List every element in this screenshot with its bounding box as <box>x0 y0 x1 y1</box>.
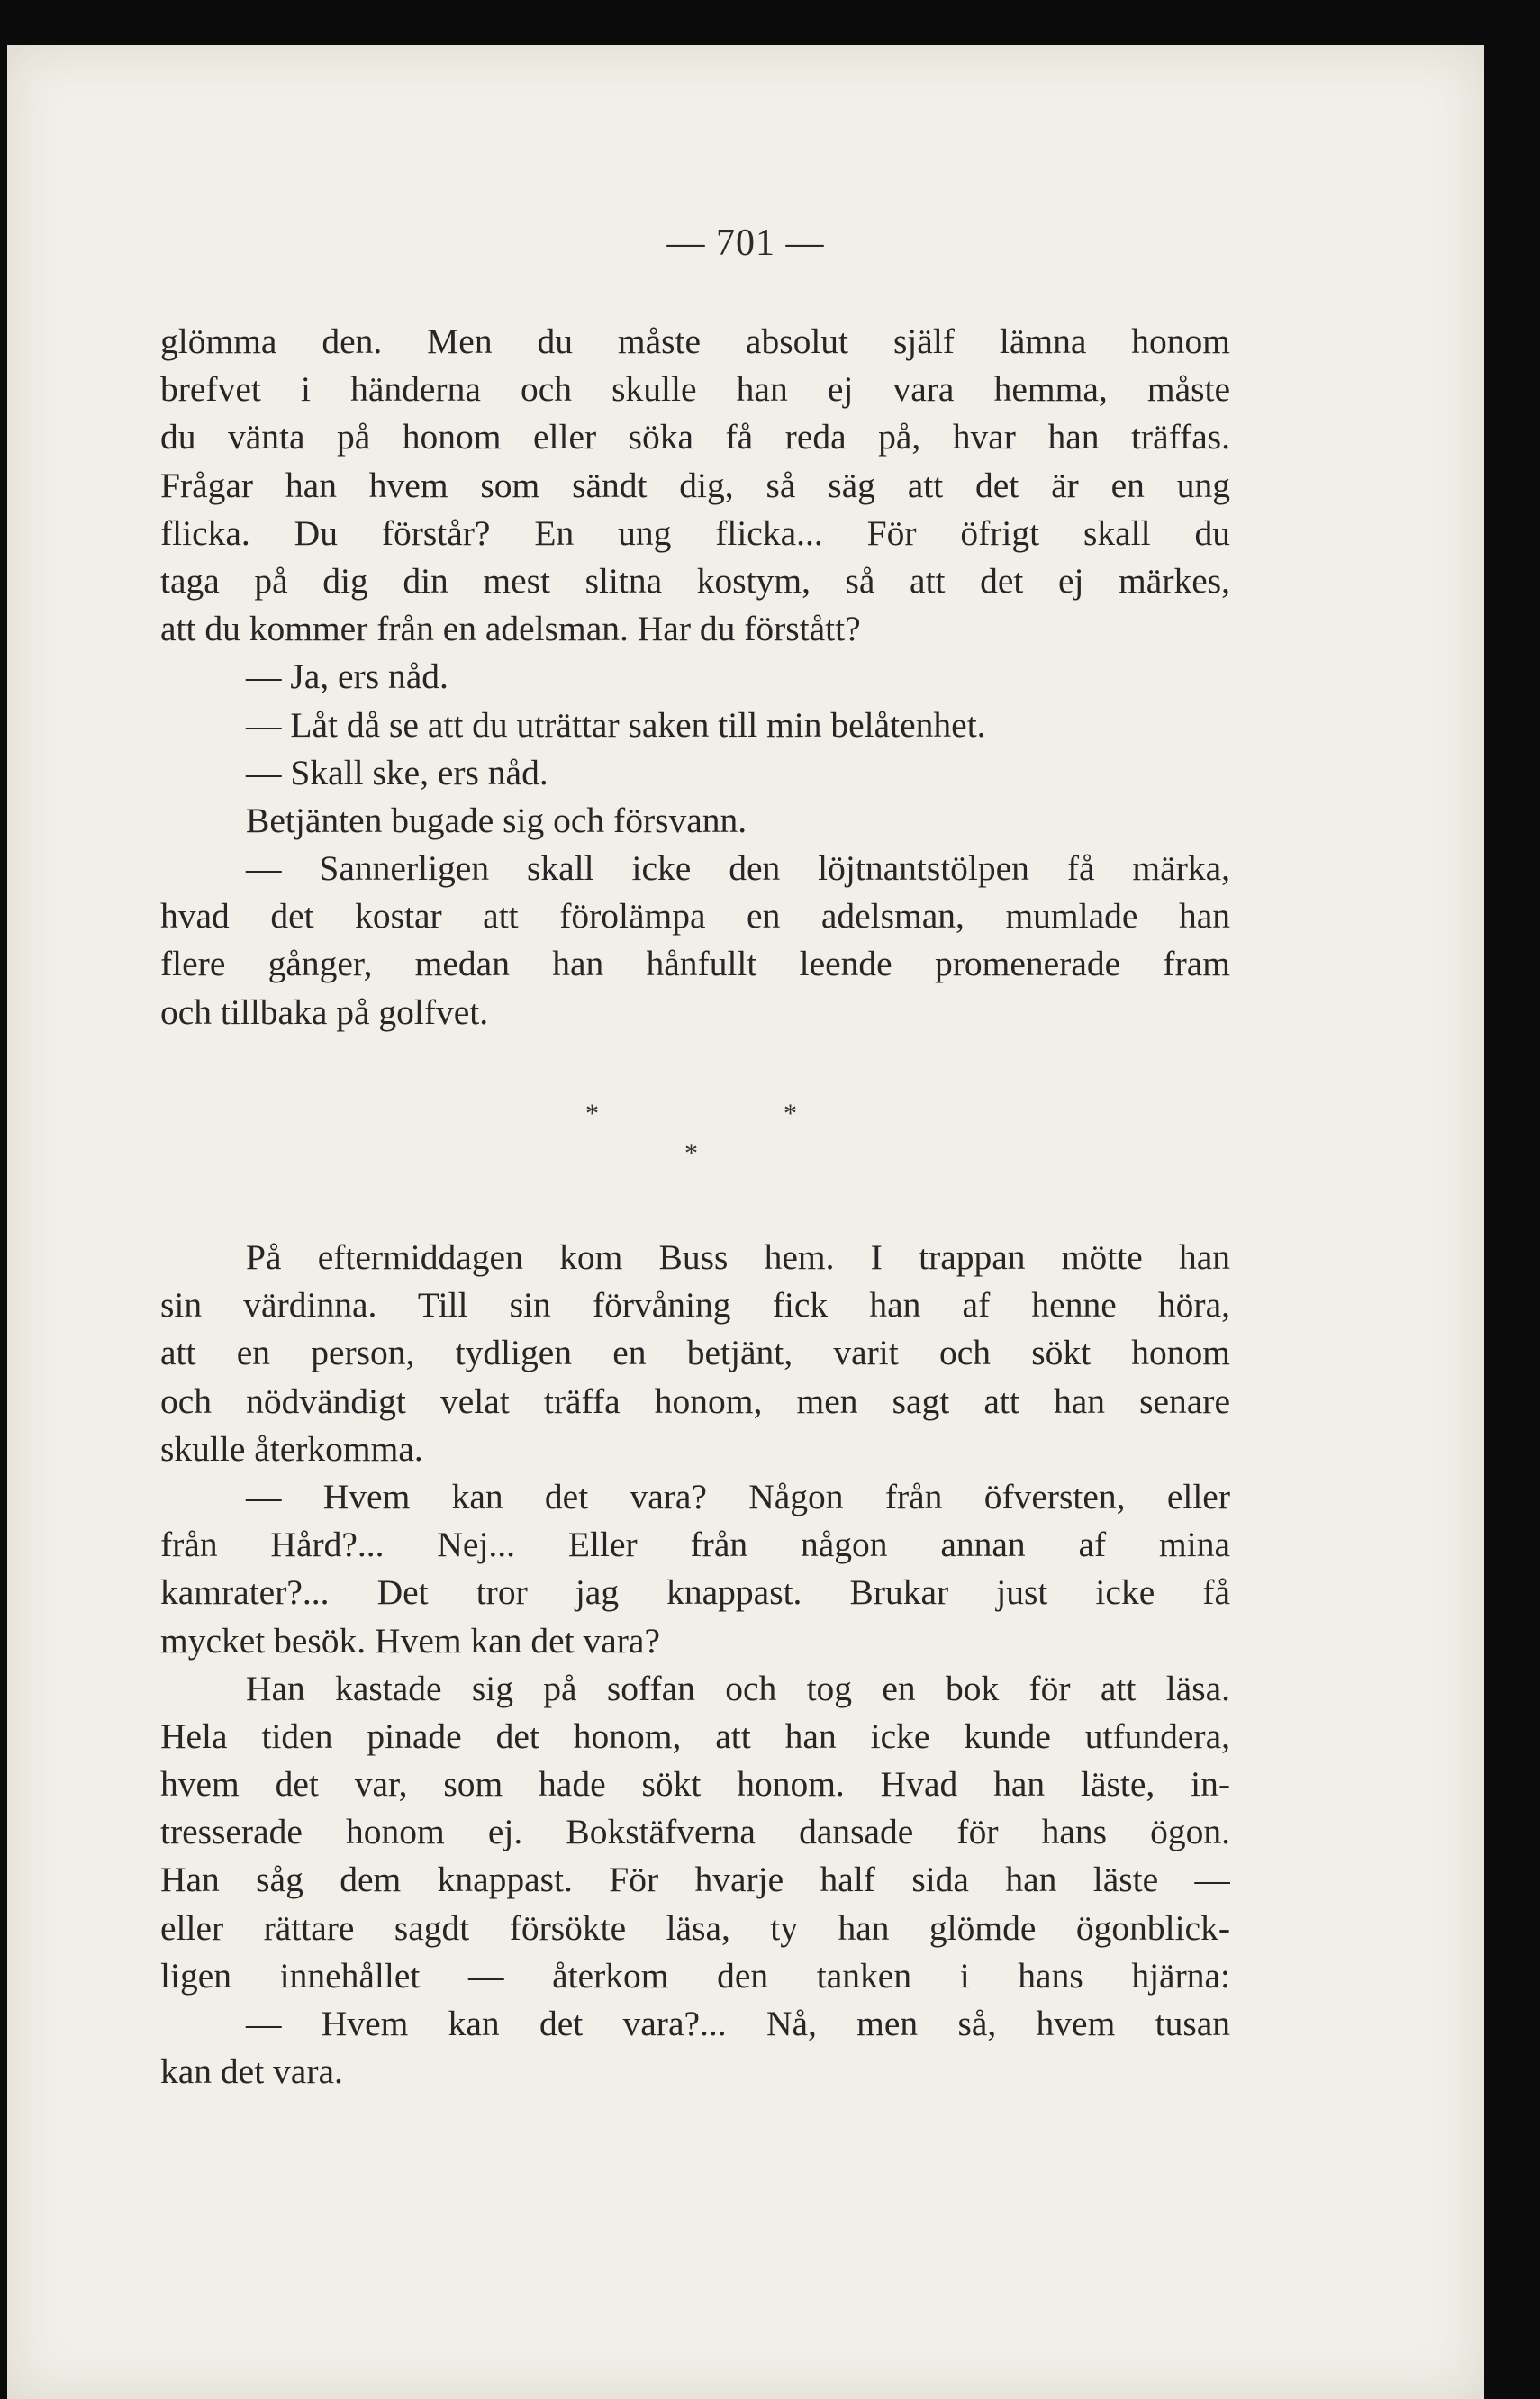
dialogue-line: — Sannerligen skall icke den löjtnantstölpen få märka, <box>246 848 1230 889</box>
text-line: och nödvändigt velat träffa honom, men sagt att han senare <box>160 1381 1230 1421</box>
text-block-2 <box>160 1234 1230 2096</box>
text-line: du vänta på honom eller söka få reda på, hvar han träffas. <box>160 417 1230 457</box>
book-page <box>7 45 1484 2399</box>
text-line: Han kastade sig på soffan och tog en bok för att läsa. <box>246 1668 1230 1708</box>
text-line: hvad det kostar att förolämpa en adelsman, mumlade han <box>160 896 1230 937</box>
text-line: ligen innehållet — återkom den tanken i hans hjärna: <box>160 1955 1230 1996</box>
text-line: att en person, tydligen en betjänt, varit och sökt honom <box>160 1333 1230 1373</box>
text-line: hvem det var, som hade sökt honom. Hvad han läste, in- <box>160 1764 1230 1805</box>
dialogue-line: — Ja, ers nåd. <box>246 656 448 697</box>
text-line: Betjänten bugade sig och försvann. <box>246 800 747 840</box>
text-line: Han såg dem knappast. För hvarje half sida han läste — <box>160 1860 1230 1900</box>
text-line: Hela tiden pinade det honom, att han icke kunde utfundera, <box>160 1716 1230 1756</box>
text-line: kan det vara. <box>160 2051 343 2092</box>
asterisk: * <box>585 1099 599 1128</box>
dialogue-line: — Låt då se att du uträttar saken till min belåtenhet. <box>246 704 986 745</box>
text-line: På eftermiddagen kom Buss hem. I trappan mötte han <box>246 1237 1230 1277</box>
text-line: taga på dig din mest slitna kostym, så att det ej märkes, <box>160 560 1230 601</box>
dialogue-line: — Hvem kan det vara?... Nå, men så, hvem tusan <box>246 2004 1230 2043</box>
page-number: — 701 — <box>666 222 825 264</box>
asterisk: * <box>784 1099 797 1128</box>
text-line: flere gånger, medan han hånfullt leende promenerade fram <box>160 944 1230 984</box>
text-line: kamrater?... Det tror jag knappast. Brukar just icke få <box>160 1572 1230 1613</box>
section-separator <box>7 1099 1484 1180</box>
asterisk: * <box>684 1138 698 1168</box>
text-line: att du kommer från en adelsman. Har du förstått? <box>160 609 861 649</box>
text-block-1 <box>160 318 1230 1037</box>
text-line: mycket besök. Hvem kan det vara? <box>160 1620 660 1661</box>
text-line: eller rättare sagdt försökte läsa, ty han glömde ögonblick- <box>160 1907 1230 1948</box>
text-line: från Hård?... Nej... Eller från någon annan af mina <box>160 1525 1230 1565</box>
text-line: glömma den. Men du måste absolut själf lämna honom <box>160 321 1230 361</box>
text-line: flicka. Du förstår? En ung flicka... För öfrigt skall du <box>160 512 1230 553</box>
dialogue-line: — Skall ske, ers nåd. <box>246 752 548 792</box>
text-line: Frågar han hvem som sändt dig, så säg att det är en ung <box>160 465 1230 505</box>
text-line: tresserade honom ej. Bokstäfverna dansade för hans ögon. <box>160 1812 1230 1852</box>
text-line: skulle återkomma. <box>160 1428 423 1469</box>
text-line: sin värdinna. Till sin förvåning fick han af henne höra, <box>160 1285 1230 1326</box>
text-line: brefvet i händerna och skulle han ej vara hemma, måste <box>160 369 1230 410</box>
dialogue-line: — Hvem kan det vara? Någon från öfversten, eller <box>246 1476 1230 1516</box>
text-line: och tillbaka på golfvet. <box>160 991 489 1032</box>
